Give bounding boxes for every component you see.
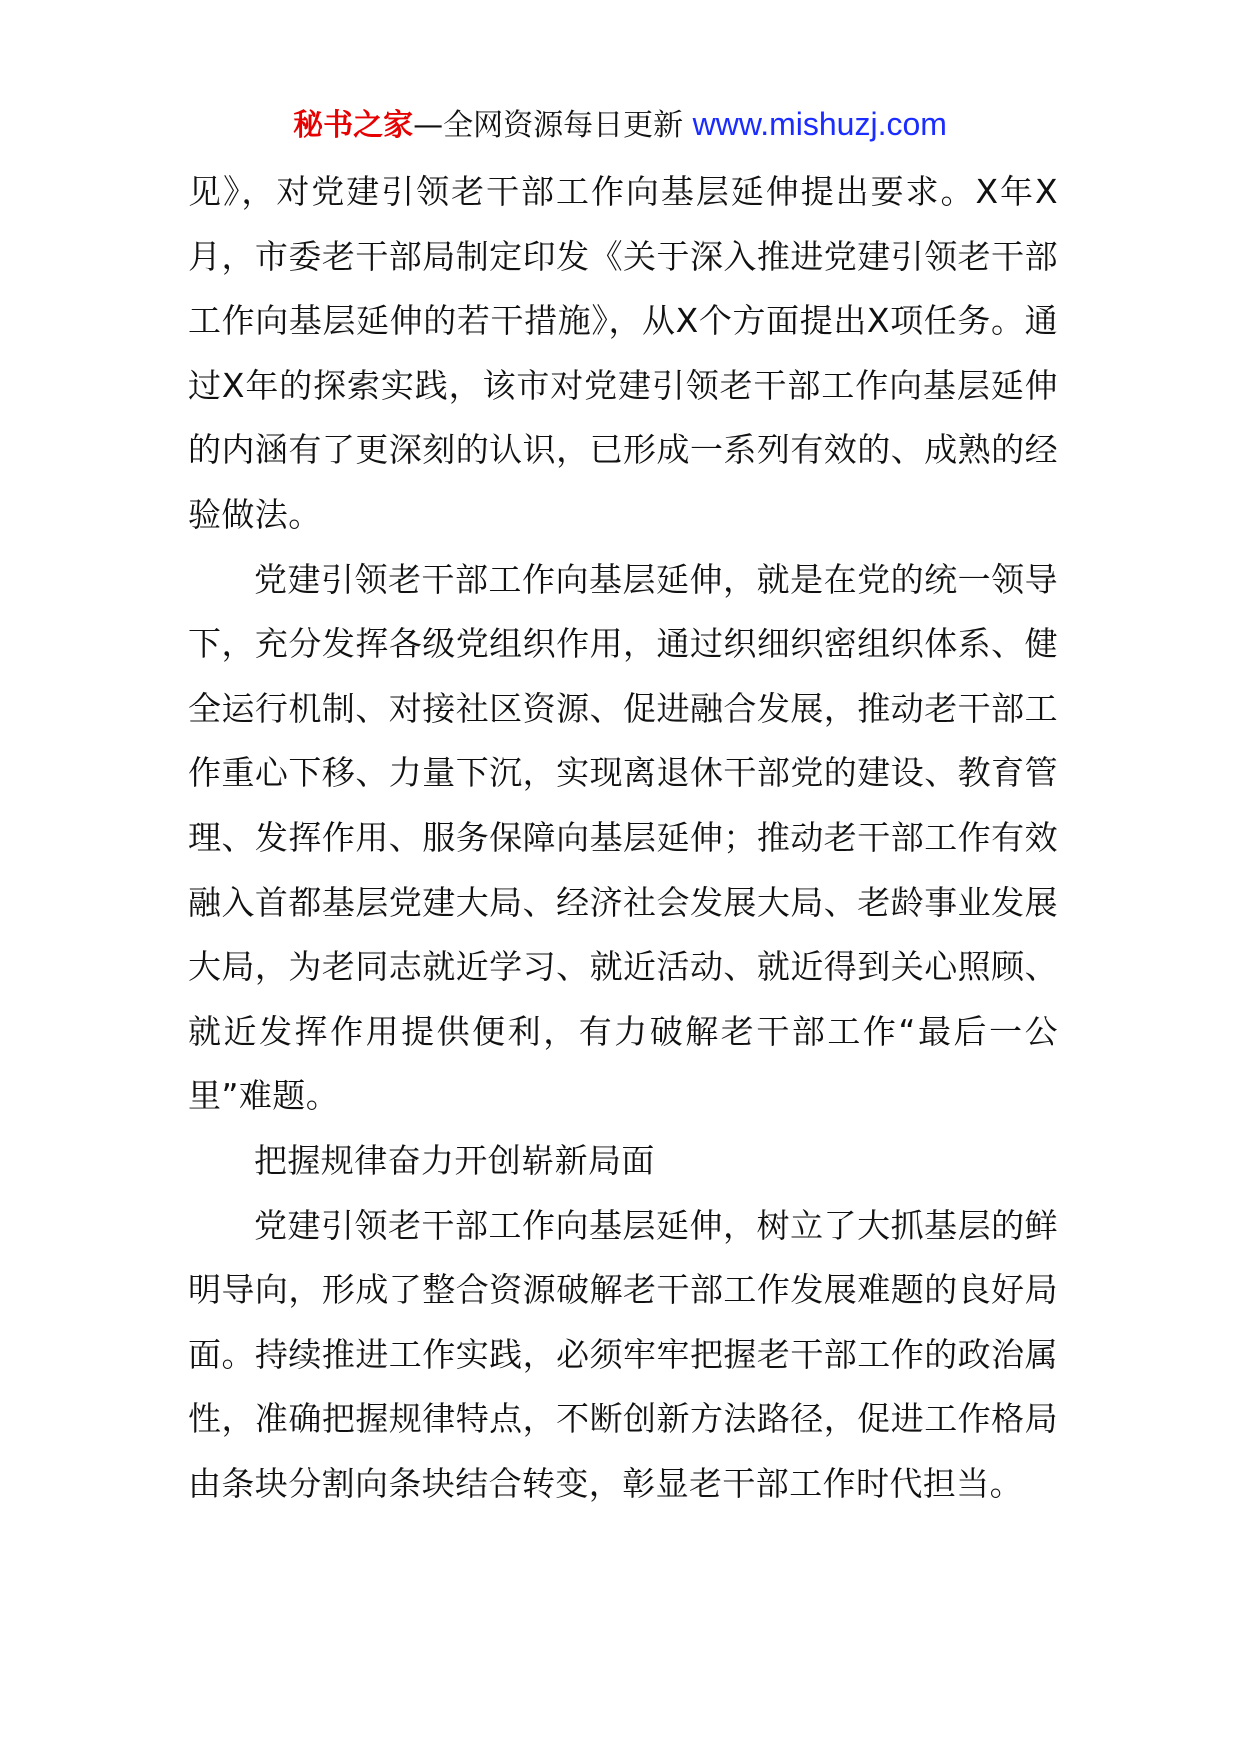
site-slogan: —全网资源每日更新: [413, 108, 684, 143]
paragraph-continued: 见》，对党建引领老干部工作向基层延伸提出要求。X年X月，市委老干部局制定印发《关于深入推进党建引领老干部工作向基层延伸的若干措施》，从X个方面提出X项任务。通过X年的探索实践，该市对党建引领老干部工作向基层延伸的内涵有了更深刻的认识，已形成一系列有效的、成熟的经验做法。: [188, 172, 1058, 534]
site-brand: 秘书之家: [293, 108, 414, 143]
paragraph: 党建引领老干部工作向基层延伸，就是在党的统一领导下，充分发挥各级党组织作用，通过织细织密组织体系、健全运行机制、对接社区资源、促进融合发展，推动老干部工作重心下移、力量下沉，实现离退休干部党的建设、教育管理、发挥作用、服务保障向基层延伸；推动老干部工作有效融入首都基层党建大局、经济社会发展大局、老龄事业发展大局，为老同志就近学习、就近活动、就近得到关心照顾、就近发挥作用提供便利，有力破解老干部工作“最后一公里”难题。: [188, 559, 1058, 1116]
paragraph: 党建引领老干部工作向基层延伸，树立了大抓基层的鲜明导向，形成了整合资源破解老干部工作发展难题的良好局面。持续推进工作实践，必须牢牢把握老干部工作的政治属性，准确把握规律特点，不断创新方法路径，促进工作格局由条块分割向条块结合转变，彰显老干部工作时代担当。: [188, 1205, 1058, 1503]
section-heading: 把握规律奋力开创崭新局面: [254, 1140, 655, 1180]
site-url-link[interactable]: www.mishuzj.com: [692, 106, 947, 142]
document-body: [188, 160, 1058, 1516]
site-header: [0, 102, 1240, 148]
